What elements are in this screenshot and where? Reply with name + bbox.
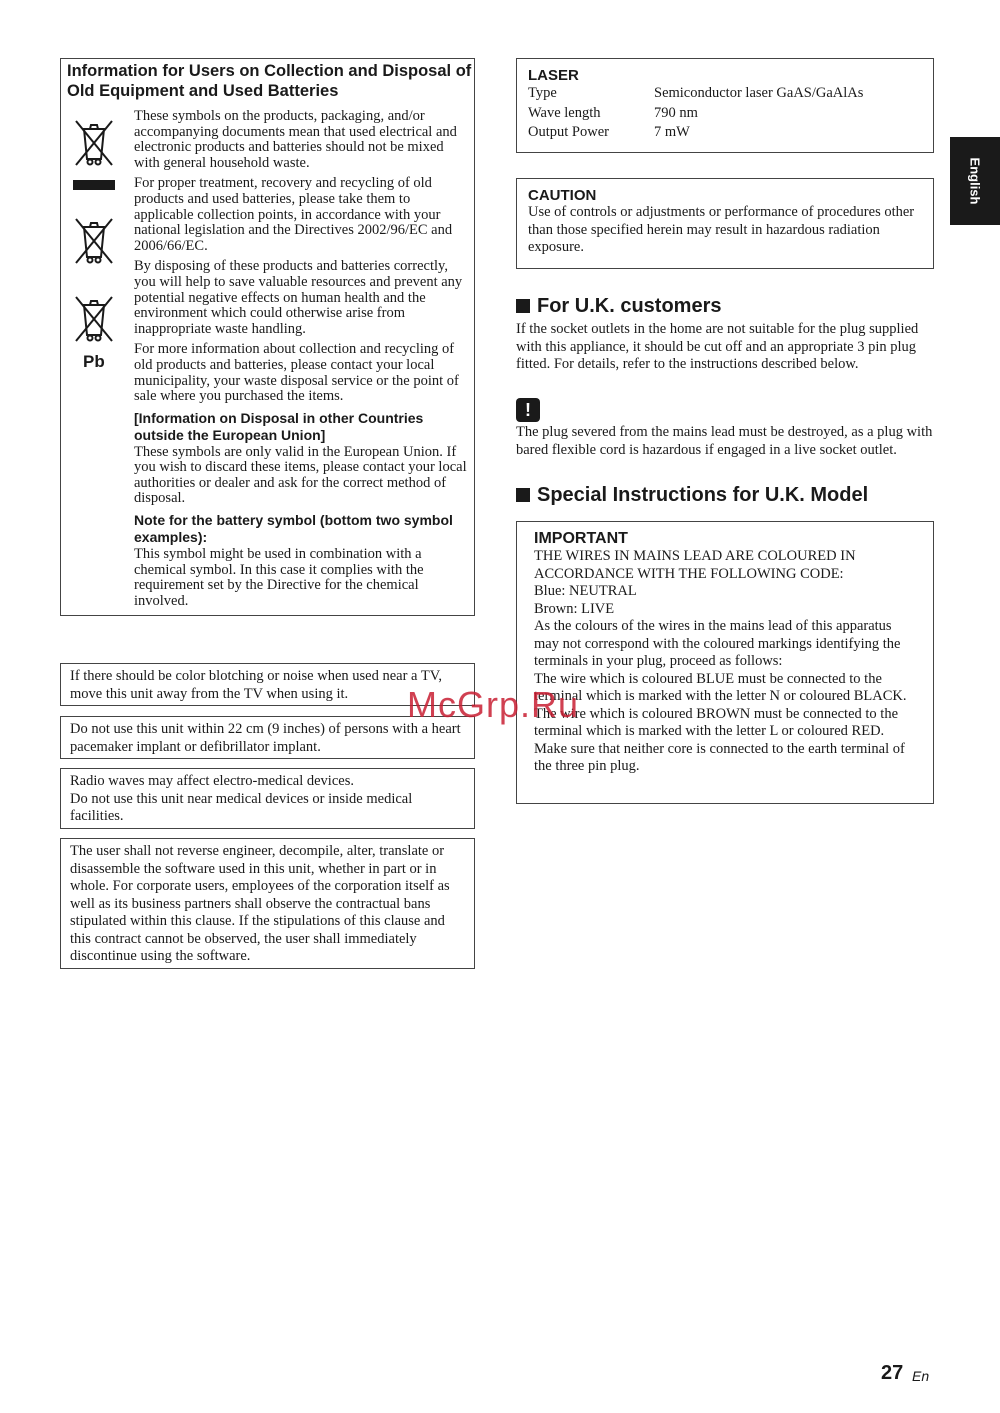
laser-row xyxy=(528,123,922,143)
page-number: 27 xyxy=(881,1362,904,1384)
notice-box xyxy=(60,838,475,969)
special-instructions-heading-text: Special Instructions for U.K. Model xyxy=(537,484,869,506)
crossed-out-bin-icon xyxy=(70,215,118,265)
page-language: En xyxy=(912,1368,930,1384)
laser-value: Semiconductor laser GaAS/GaAlAs xyxy=(654,85,864,101)
notice-text: The user shall not reverse engineer, decompile, alter, translate or disassemble the software used in this unit, whether in part or in whole. For corporate users, employees of the corporation itself as well as its business partners shall observe the contractual bans stipulated within this clause. If the stipulations of this clause and this contract cannot be observed, the user shall immediately discontinue using the software. xyxy=(70,843,450,964)
battery-crossed-out-bin-icon xyxy=(70,293,118,343)
uk-customers-heading-text: For U.K. customers xyxy=(537,295,722,317)
uk-customers-heading xyxy=(516,294,721,318)
disposal-subheading: [Information on Disposal in other Countries outside the European Union] xyxy=(134,409,424,443)
disposal-paragraph: For more information about collection and recycling of old products and batteries, please contact your local municipality, your waste disposal service or the point of sale where you purchased the items. xyxy=(134,341,459,405)
language-side-tab-label: English xyxy=(967,157,983,205)
disposal-info-box xyxy=(60,58,475,616)
disposal-title: Information for Users on Collection and Disposal of Old Equipment and Used Batteries xyxy=(67,62,472,100)
notice-box xyxy=(60,768,475,829)
caution-title: CAUTION xyxy=(528,187,597,204)
disposal-paragraph: For proper treatment, recovery and recycling of old products and used batteries, please take them to applicable collection points, in accordance with your national legislation and the Directives 2002/96/EC and 2006/66/EC. xyxy=(134,175,453,254)
laser-key: Type xyxy=(528,85,557,101)
laser-value: 790 nm xyxy=(654,104,698,121)
important-line: Brown: LIVE xyxy=(534,600,615,617)
caution-text: Use of controls or adjustments or performance of procedures other than those specified herein may result in hazardous radiation exposure. xyxy=(528,204,915,255)
watermark: McGrp.Ru xyxy=(407,684,580,725)
notice-text: Do not use this unit within 22 cm (9 inches) of persons with a heart pacemaker implant or defibrillator implant. xyxy=(70,721,461,755)
crossed-out-bin-icon xyxy=(70,117,118,167)
laser-row xyxy=(528,84,922,104)
important-line: Make sure that neither core is connected to the earth terminal of the three pin plug. xyxy=(534,740,905,774)
laser-spec-box xyxy=(516,58,934,153)
uk-warning-text: The plug severed from the mains lead must be destroyed, as a plug with bared flexible cord is hazardous if engaged in a live socket outlet. xyxy=(516,424,933,458)
separate-collection-bar-icon xyxy=(73,180,115,190)
notice-text: If there should be color blotching or noise when used near a TV, move this unit away from the TV when using it. xyxy=(70,668,442,702)
disposal-paragraph: These symbols are only valid in the European Union. If you wish to discard these items, please contact your local authorities or dealer and ask for the correct method of disposal. xyxy=(134,443,467,507)
important-line: The wire which is coloured BLUE must be connected to the terminal which is marked with the letter N or coloured BLACK. The wire which is coloured BROWN must be connected to the terminal which is marked with the letter L or coloured RED. xyxy=(534,670,907,739)
chemical-symbol-pb: Pb xyxy=(83,352,105,371)
laser-value: 7 mW xyxy=(654,124,690,140)
notice-text: Radio waves may affect electro-medical devices. Do not use this unit near medical devices or inside medical facilities. xyxy=(70,773,413,824)
warning-icon: ! xyxy=(516,398,540,422)
disposal-paragraph: This symbol might be used in combination with a chemical symbol. In this case it complies with the requirement set by the Directive for the chemical involved. xyxy=(134,546,424,609)
caution-box xyxy=(516,178,934,269)
disposal-body xyxy=(134,109,470,614)
laser-key: Output Power xyxy=(528,124,609,140)
language-side-tab xyxy=(950,137,1000,225)
important-line: As the colours of the wires in the mains lead of this apparatus may not correspond with the coloured markings identifying the terminals in your plug, proceed as follows: xyxy=(534,618,901,669)
important-line: THE WIRES IN MAINS LEAD ARE COLOURED IN ACCORDANCE WITH THE FOLLOWING CODE: xyxy=(534,548,856,582)
special-instructions-heading xyxy=(516,483,868,507)
uk-customers-text: If the socket outlets in the home are not suitable for the plug supplied with this appliance, it should be cut off and an appropriate 3 pin plug fitted. For details, refer to the instructions described below. xyxy=(516,321,919,372)
important-box xyxy=(516,521,934,804)
laser-key: Wave length xyxy=(528,104,601,121)
disposal-paragraph: By disposing of these products and batteries correctly, you will help to save valuable resources and prevent any potential negative effects on human health and the environment which could otherwise arise from inappropriate waste handling. xyxy=(134,258,463,337)
heading-bullet-icon xyxy=(516,299,530,313)
important-title: IMPORTANT xyxy=(534,530,628,547)
disposal-paragraph: These symbols on the products, packaging, and/or accompanying documents mean that used electrical and electronic products and batteries should not be mixed with general household waste. xyxy=(134,108,457,171)
heading-bullet-icon xyxy=(516,488,530,502)
important-line: Blue: NEUTRAL xyxy=(534,583,637,599)
disposal-subheading: Note for the battery symbol (bottom two symbol examples): xyxy=(134,512,453,546)
laser-title: LASER xyxy=(528,67,579,84)
laser-row xyxy=(528,104,922,124)
